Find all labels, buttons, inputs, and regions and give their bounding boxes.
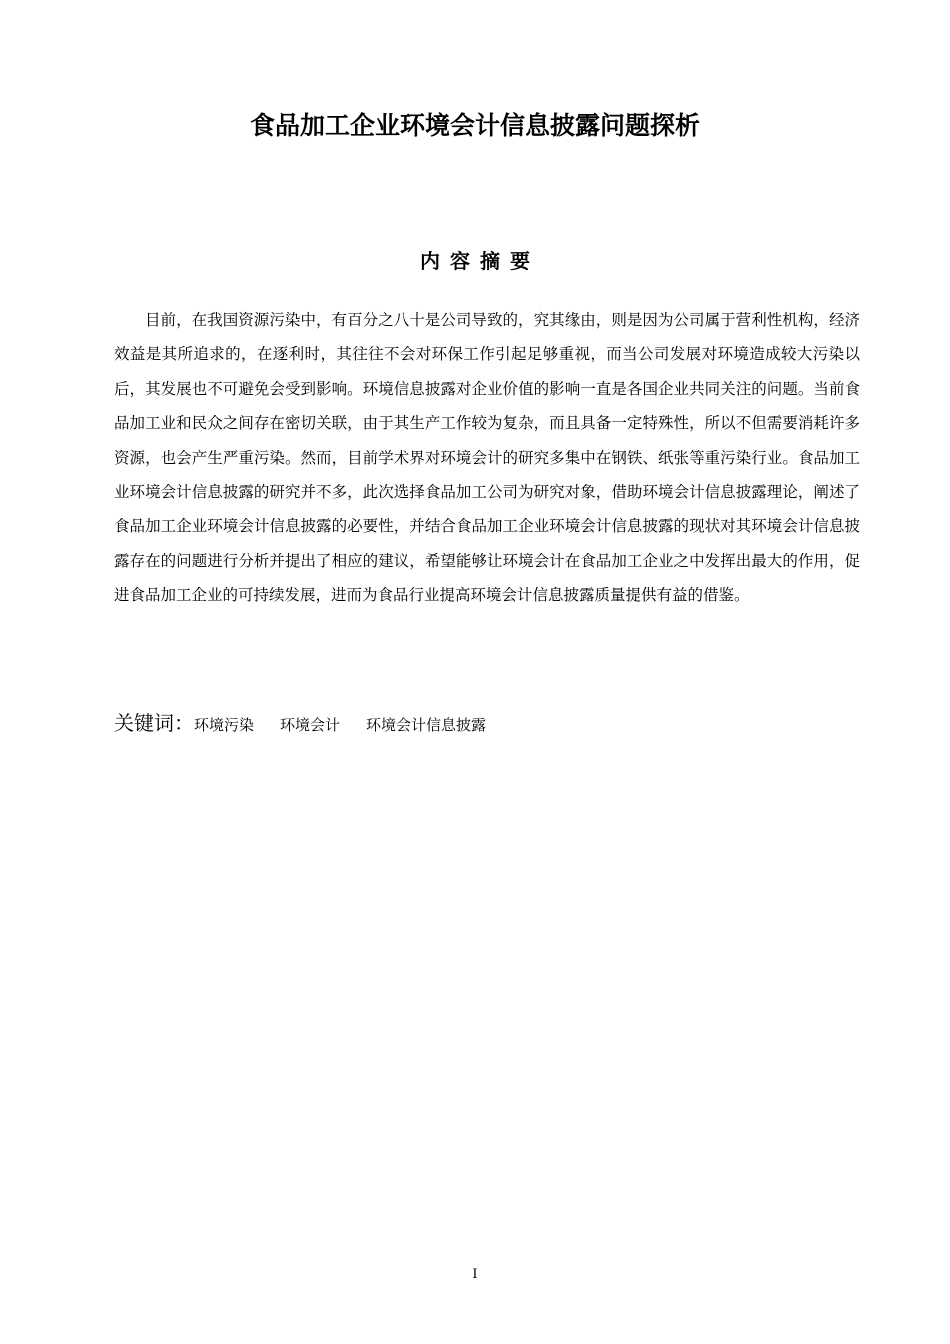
keywords-label: 关键词： <box>114 711 194 735</box>
document-title: 食品加工企业环境会计信息披露问题探析 <box>249 111 700 140</box>
keywords-line <box>114 707 860 741</box>
abstract-heading: 内容摘要 <box>420 249 540 273</box>
keyword-item: 环境会计信息披露 <box>366 716 487 734</box>
page-number: I <box>472 1267 478 1282</box>
keyword-item: 环境污染 <box>194 716 255 734</box>
keyword-item: 环境会计 <box>280 716 341 734</box>
abstract-paragraph: 目前，在我国资源污染中，有百分之八十是公司导致的，究其缘由，则是因为公司属于营利性机构，经济效益是其所追求的，在逐利时，其往往不会对环保工作引起足够重视，而当公司发展对环境造成较大污染以后，其发展也不可避免会受到影响。环境信息披露对企业价值的影响一直是各国企业共同关注的问题。当前食品加工业和民众之间存在密切关联，由于其生产工作较为复杂，而且具备一定特殊性，所以不但需要消耗许多资源，也会产生严重污染。然而，目前学术界对环境会计的研究多集中在钢铁、纸张等重污染行业。食品加工业环境会计信息披露的研究并不多，此次选择食品加工公司为研究对象，借助环境会计信息披露理论，阐述了食品加工企业环境会计信息披露的必要性，并结合食品加工企业环境会计信息披露的现状对其环境会计信息披露存在的问题进行分析并提出了相应的建议，希望能够让环境会计在食品加工企业之中发挥出最大的作用，促进食品加工企业的可持续发展，进而为食品行业提高环境会计信息披露质量提供有益的借鉴。 <box>114 311 860 605</box>
